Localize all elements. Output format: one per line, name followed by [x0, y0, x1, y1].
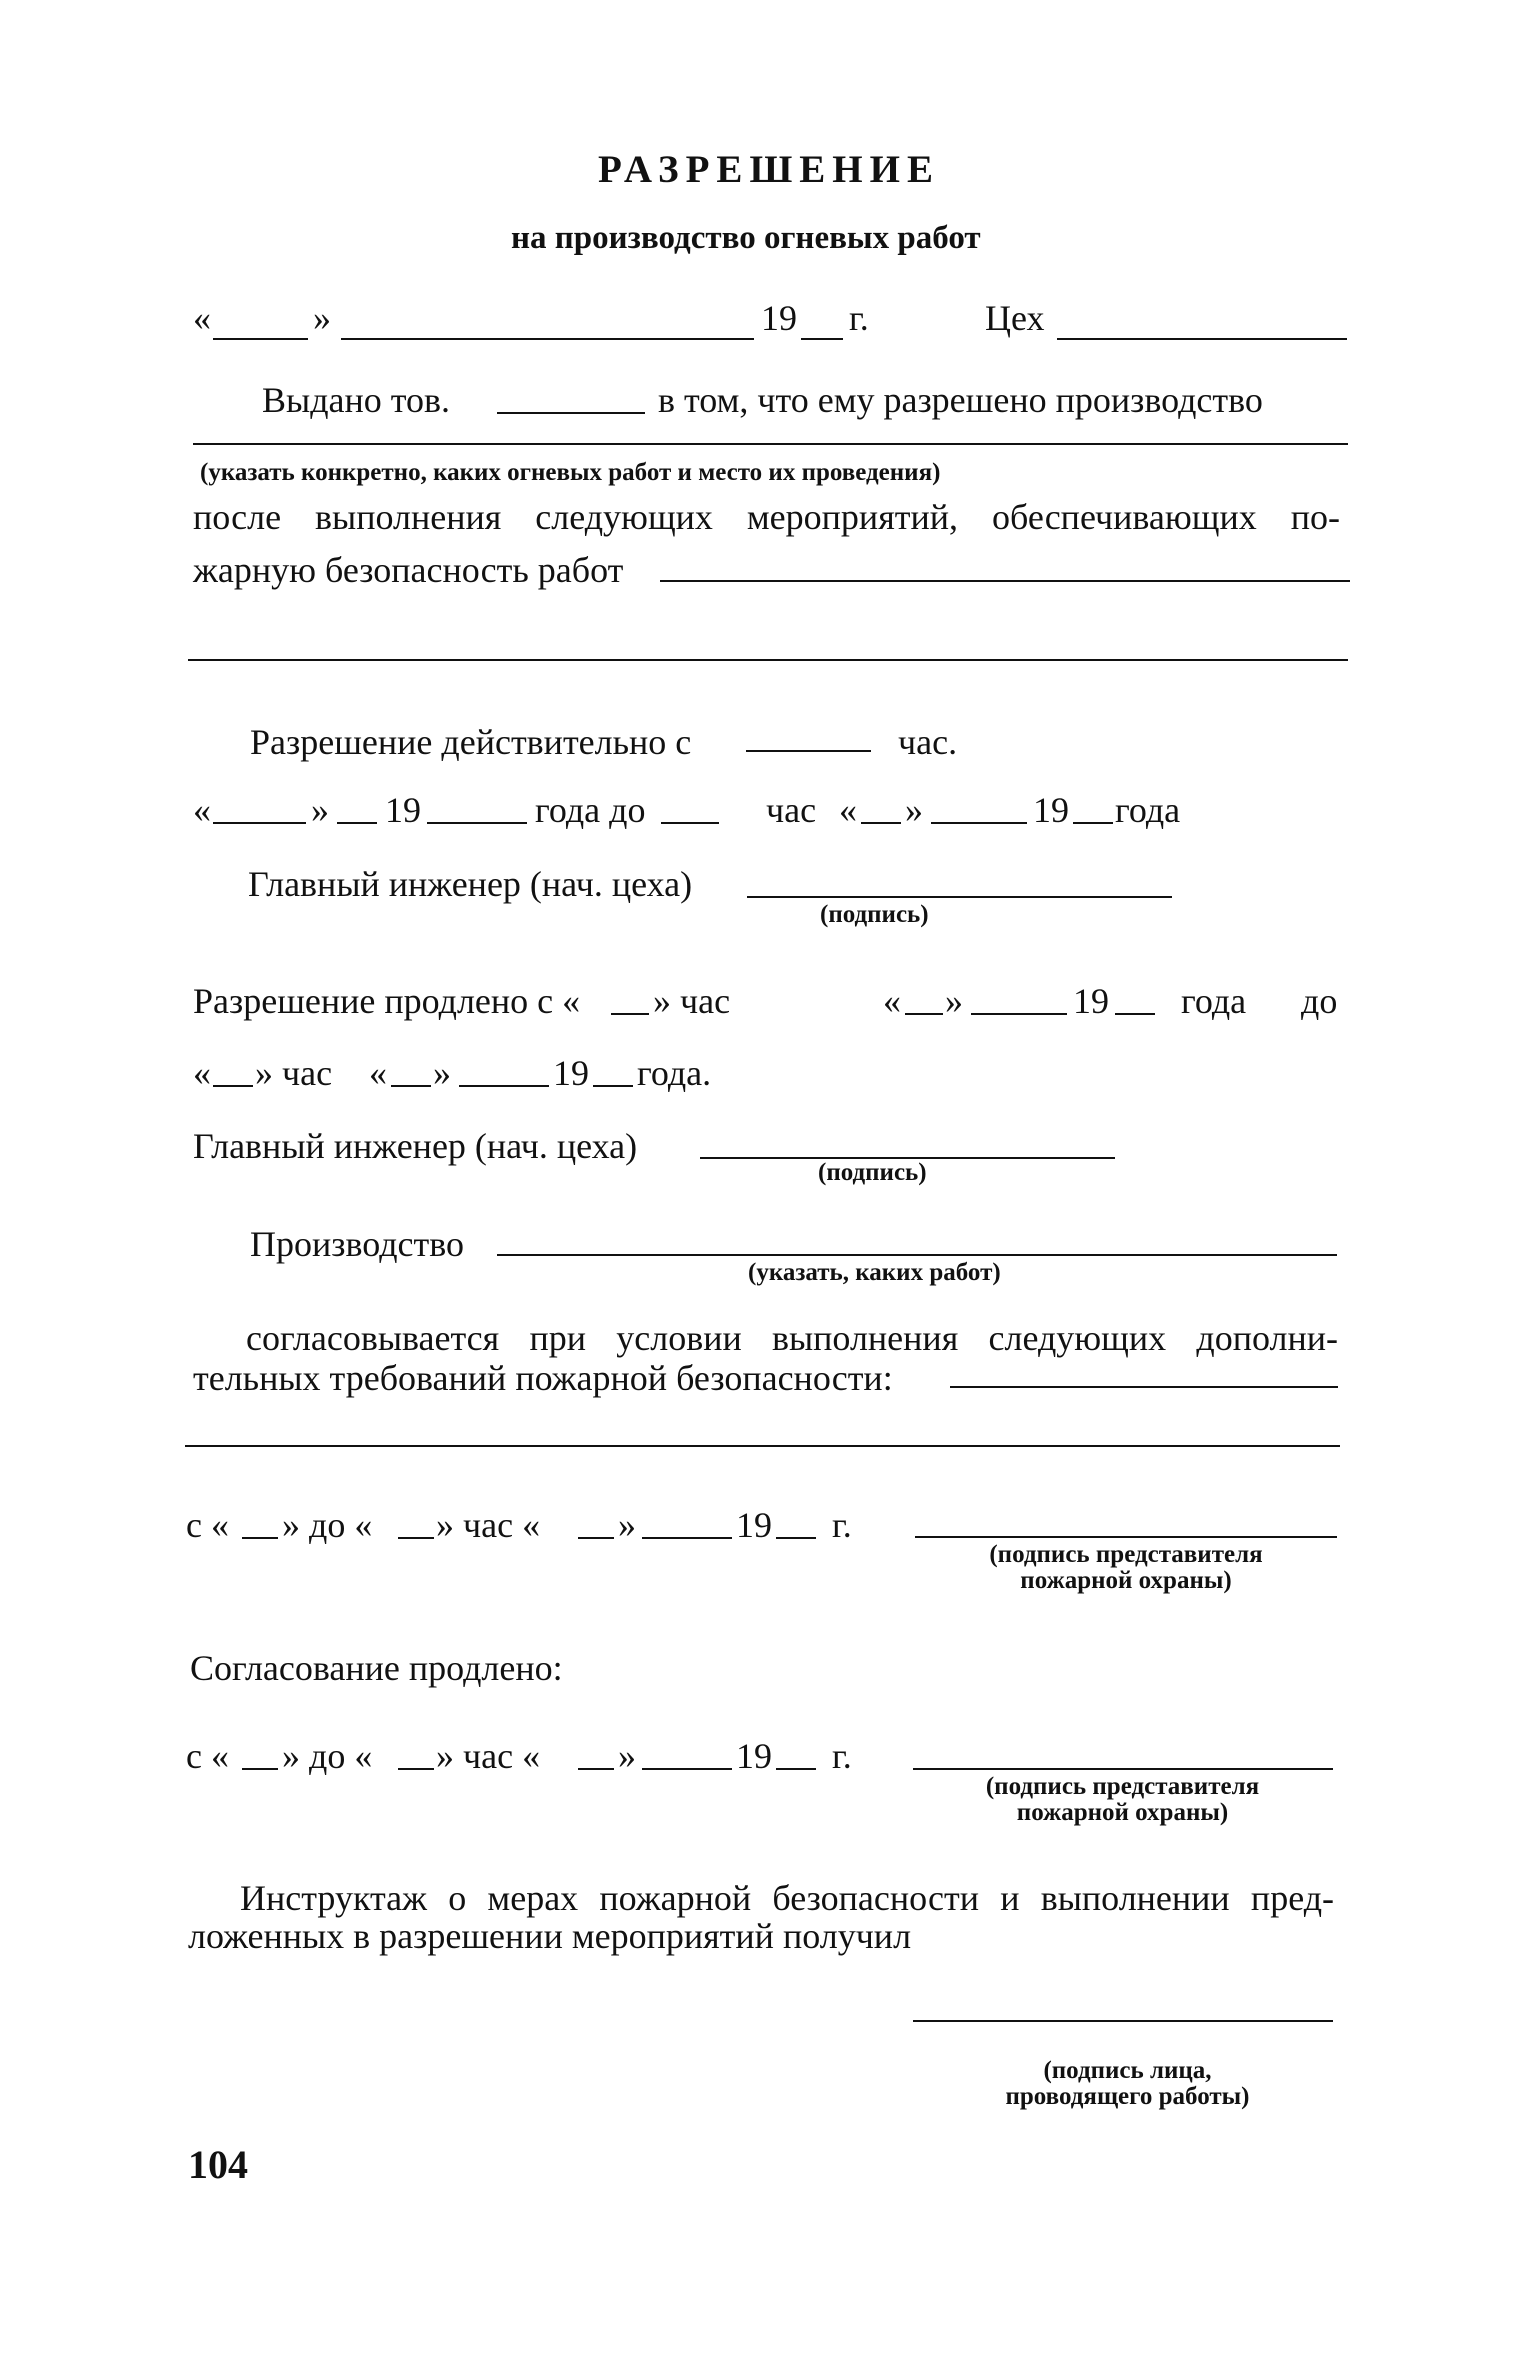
extension-year-word: года [1181, 981, 1247, 1021]
range-1-month-field[interactable] [642, 1537, 732, 1539]
range-2-from: с « [186, 1736, 229, 1776]
date-open-quote: « [193, 298, 211, 338]
agreement-field-1[interactable] [950, 1386, 1338, 1388]
validity-until-day-field[interactable] [861, 822, 901, 824]
briefing-signature-field[interactable] [913, 2020, 1333, 2022]
range-1-hour: » час « [436, 1505, 541, 1545]
measures-field-2[interactable] [188, 659, 1348, 661]
measures-field-1[interactable] [660, 580, 1350, 582]
document-subtitle: на производство огневых работ [511, 220, 981, 256]
extension-2-hour: » час [255, 1053, 333, 1093]
briefing-caption-line2: проводящего работы) [1005, 2083, 1250, 2111]
document-title: РАЗРЕШЕНИЕ [598, 148, 940, 191]
extension-2-year-word: года. [637, 1053, 712, 1093]
range-1-close: » [618, 1505, 636, 1545]
range-2-caption [915, 1774, 1330, 1827]
validity-until-hour-word: час [766, 790, 817, 830]
extension-until: до [1301, 981, 1338, 1021]
day-field[interactable] [213, 338, 308, 340]
page-number: 104 [188, 2142, 248, 2187]
validity-quote-open-2: « [839, 790, 857, 830]
extension-year-prefix: 19 [1073, 981, 1109, 1021]
validity-until-hour-field[interactable] [661, 822, 719, 824]
validity-close-quote: » [311, 790, 329, 830]
workshop-label: Цех [985, 298, 1045, 338]
extension-from-hour-field[interactable] [611, 1013, 649, 1015]
extension-until-day-field[interactable] [391, 1085, 431, 1087]
extension-year-field[interactable] [1115, 1013, 1155, 1015]
range-2-day-field[interactable] [578, 1768, 614, 1770]
date-close-quote: » [313, 298, 331, 338]
briefing-line2: ложенных в разрешении мероприятий получил [188, 1916, 912, 1956]
agreement-extended-label: Согласование продлено: [190, 1648, 563, 1688]
range-2-hour: » час « [436, 1736, 541, 1776]
range-2-until: » до « [282, 1736, 373, 1776]
validity-year-prefix: 19 [385, 790, 421, 830]
range-2-from-field[interactable] [242, 1768, 278, 1770]
validity-day-field[interactable] [213, 822, 306, 824]
validity-until-month-field[interactable] [931, 822, 1027, 824]
range-2-caption-line2: пожарной охраны) [1016, 1799, 1229, 1827]
validity-year-field[interactable] [427, 822, 527, 824]
range-1-year-prefix: 19 [736, 1505, 772, 1545]
validity-quote-close-2: » [905, 790, 923, 830]
briefing-line1: Инструктаж о мерах пожарной безопасности и выполнении пред- [240, 1878, 1334, 1918]
range-2-year-field[interactable] [776, 1768, 816, 1770]
after-measures-line2: жарную безопасность работ [193, 550, 624, 590]
range-1-year-field[interactable] [776, 1537, 816, 1539]
range-1-day-field[interactable] [578, 1537, 614, 1539]
extension-until-month-field[interactable] [459, 1085, 549, 1087]
range-2-caption-line1: (подпись представителя [985, 1773, 1260, 1800]
extension-2-q-open: « [369, 1053, 387, 1093]
agreement-line2: тельных требований пожарной безопасности: [193, 1358, 893, 1398]
works-field[interactable] [193, 443, 1348, 445]
validity-year-word: года до [535, 790, 646, 830]
extension-2-year-prefix: 19 [553, 1053, 589, 1093]
chief-1-signature-field[interactable] [747, 896, 1172, 898]
range-1-caption-line2: пожарной охраны) [1020, 1567, 1232, 1595]
issued-text: в том, что ему разрешено производство [658, 380, 1263, 420]
validity-hour-word: час. [898, 722, 958, 762]
chief-1-caption: (подпись) [820, 901, 929, 928]
workshop-field[interactable] [1057, 338, 1347, 340]
year-field[interactable] [801, 338, 843, 340]
range-1-until: » до « [282, 1505, 373, 1545]
range-2-until-field[interactable] [398, 1768, 434, 1770]
range-1-from: с « [186, 1505, 229, 1545]
briefing-caption [950, 2058, 1305, 2111]
extension-until-year-field[interactable] [593, 1085, 633, 1087]
extension-label: Разрешение продлено с « [193, 981, 581, 1021]
extension-month-field[interactable] [971, 1013, 1067, 1015]
range-1-from-field[interactable] [242, 1537, 278, 1539]
specify-works-note: (указать конкретно, каких огневых работ и место их проведения) [200, 459, 941, 486]
issued-name-field[interactable] [497, 412, 645, 414]
issued-label: Выдано тов. [262, 380, 451, 420]
validity-open-quote: « [193, 790, 211, 830]
range-1-caption-line1: (подпись представителя [989, 1541, 1263, 1568]
validity-year-prefix-2: 19 [1033, 790, 1069, 830]
extension-quote-close: » [945, 981, 963, 1021]
extension-2-open: « [193, 1053, 211, 1093]
chief-1-label: Главный инженер (нач. цеха) [248, 864, 693, 904]
agreement-field-2[interactable] [185, 1445, 1340, 1447]
range-2-signature-field[interactable] [913, 1768, 1333, 1770]
extension-2-q-close: » [433, 1053, 451, 1093]
extension-quote-open: « [883, 981, 901, 1021]
briefing-caption-line1: (подпись лица, [1043, 2057, 1212, 2084]
extension-hour-word: » час [653, 981, 731, 1021]
production-caption: (указать, каких работ) [748, 1259, 1001, 1286]
validity-until-year-field[interactable] [1073, 822, 1113, 824]
extension-day-field[interactable] [905, 1013, 943, 1015]
range-2-year-prefix: 19 [736, 1736, 772, 1776]
range-1-signature-field[interactable] [915, 1536, 1337, 1538]
after-measures-line1: после выполнения следующих мероприятий, обеспечивающих по- [193, 497, 1340, 537]
chief-2-caption: (подпись) [818, 1159, 927, 1186]
validity-month-field[interactable] [337, 822, 377, 824]
validity-year-word-2: года [1115, 790, 1181, 830]
range-2-month-field[interactable] [642, 1768, 732, 1770]
extension-until-hour-field[interactable] [213, 1085, 253, 1087]
range-2-close: » [618, 1736, 636, 1776]
validity-label: Разрешение действительно с [250, 722, 692, 762]
production-label: Производство [250, 1224, 464, 1264]
month-field[interactable] [341, 338, 754, 340]
range-1-caption [920, 1542, 1332, 1595]
agreement-line1: согласовывается при условии выполнения следующих дополни- [246, 1318, 1338, 1358]
range-1-year-suffix: г. [832, 1505, 852, 1545]
year-prefix: 19 [761, 298, 797, 338]
range-1-until-field[interactable] [398, 1537, 434, 1539]
range-2-year-suffix: г. [832, 1736, 852, 1776]
chief-2-label: Главный инженер (нач. цеха) [193, 1126, 638, 1166]
production-field[interactable] [497, 1254, 1337, 1256]
validity-hour-field[interactable] [746, 750, 871, 752]
year-suffix: г. [849, 298, 869, 338]
